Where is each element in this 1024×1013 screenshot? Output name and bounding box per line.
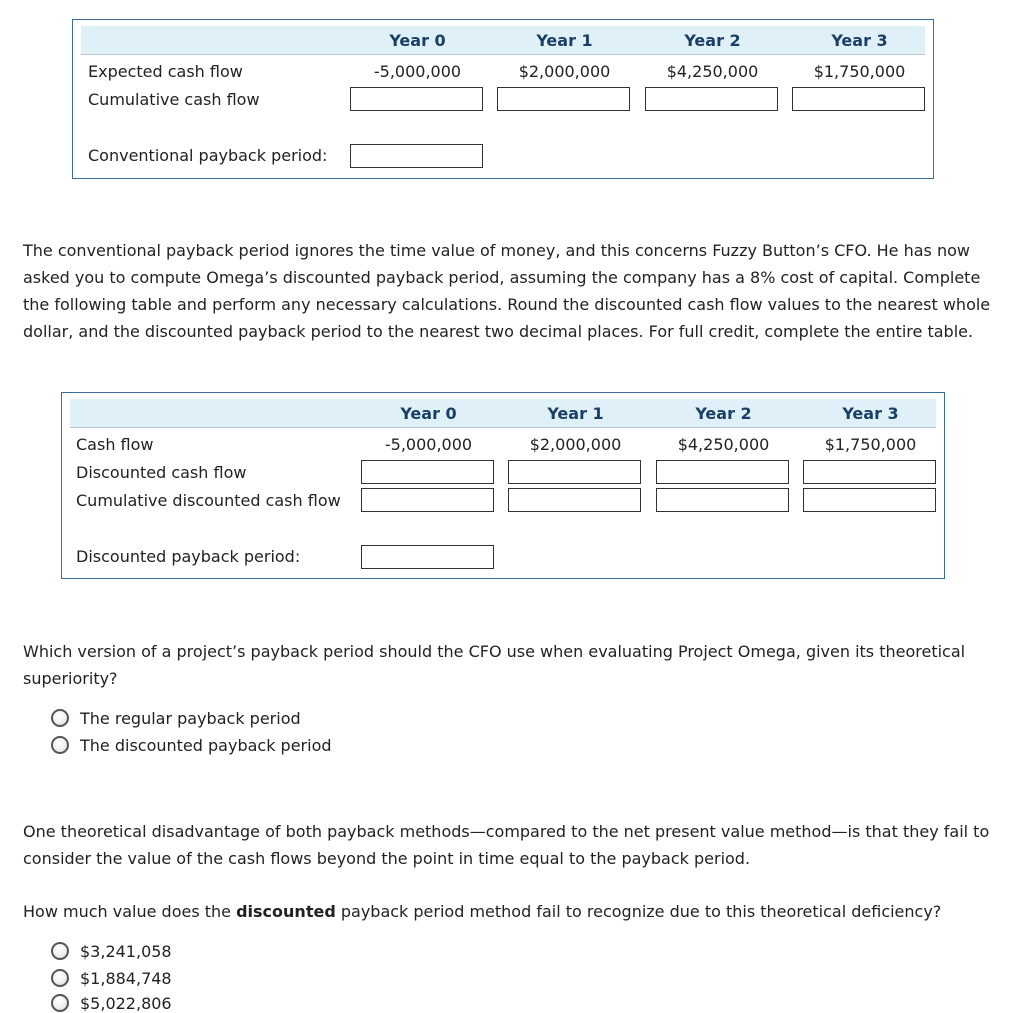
discounted-cf-input-year-2[interactable] (656, 460, 789, 484)
row-label-cumulative-discounted-cash-flow: Cumulative discounted cash flow (76, 491, 341, 510)
col-header-year-1: Year 1 (536, 31, 593, 50)
col-header-year-0: Year 0 (389, 31, 446, 50)
question-unrecognized-value (23, 898, 993, 925)
cumulative-discounted-cf-input-year-3[interactable] (803, 488, 936, 512)
cash-flow-year-2: $4,250,000 (677, 435, 770, 454)
expected-cf-year-1: $2,000,000 (518, 62, 611, 81)
cumulative-cf-input-year-3[interactable] (792, 87, 925, 111)
question-emphasis: discounted (236, 902, 336, 921)
conventional-payback-input[interactable] (350, 144, 483, 168)
option-label: The regular payback period (80, 708, 301, 728)
cash-flow-year-0: -5,000,000 (384, 435, 473, 454)
radio-button[interactable] (51, 942, 69, 960)
col-header-year-2: Year 2 (695, 404, 752, 423)
discounted-cf-input-year-1[interactable] (508, 460, 641, 484)
row-label-expected-cash-flow: Expected cash flow (88, 62, 243, 81)
cash-flow-year-3: $1,750,000 (824, 435, 917, 454)
discounted-cf-input-year-0[interactable] (361, 460, 494, 484)
cumulative-cf-input-year-1[interactable] (497, 87, 630, 111)
question-text-before: How much value does the (23, 902, 237, 921)
option-label: $1,884,748 (80, 968, 172, 988)
discounted-payback-label: Discounted payback period: (76, 547, 301, 566)
instructions-paragraph: The conventional payback period ignores the time value of money, and this concerns Fuzzy Button’s CFO. He has now asked you to compute Omega’s discounted payback period, assuming the company has a 8% cost of capital. Complete the following table and perform any necessary calculations. Round the discounted cash flow values to the nearest whole dollar, and the discounted payback period to the nearest two decimal places. For full credit, complete the entire table. (23, 241, 991, 341)
table-header (81, 26, 925, 55)
disadvantage-paragraph: One theoretical disadvantage of both payback methods—compared to the net present value method—is that they fail to consider the value of the cash flows beyond the point in time equal to the payback period. (23, 822, 990, 868)
payback-table (72, 19, 934, 179)
col-header-year-0: Year 0 (400, 404, 457, 423)
question-text-after: payback period method fail to recognize due to this theoretical deficiency? (335, 902, 942, 921)
discounted-payback-input[interactable] (361, 545, 494, 569)
cumulative-discounted-cf-input-year-1[interactable] (508, 488, 641, 512)
cumulative-cf-input-year-2[interactable] (645, 87, 778, 111)
expected-cf-year-0: -5,000,000 (373, 62, 462, 81)
conventional-payback-label: Conventional payback period: (88, 146, 328, 165)
option-regular-payback[interactable] (51, 708, 301, 728)
discounted-payback-table (61, 392, 945, 579)
option-label: The discounted payback period (80, 735, 332, 755)
radio-button[interactable] (51, 736, 69, 754)
question-payback-version: Which version of a project’s payback period should the CFO use when evaluating Project Omega, given its theoretical superiority? (23, 642, 966, 688)
radio-button[interactable] (51, 994, 69, 1012)
cash-flow-year-1: $2,000,000 (529, 435, 622, 454)
radio-button[interactable] (51, 969, 69, 987)
row-label-discounted-cash-flow: Discounted cash flow (76, 463, 247, 482)
table-header (70, 399, 936, 428)
col-header-year-3: Year 3 (842, 404, 899, 423)
option-label: $3,241,058 (80, 941, 172, 961)
cumulative-discounted-cf-input-year-2[interactable] (656, 488, 789, 512)
option-label: $5,022,806 (80, 993, 172, 1013)
discounted-cf-input-year-3[interactable] (803, 460, 936, 484)
expected-cf-year-2: $4,250,000 (666, 62, 759, 81)
radio-button[interactable] (51, 709, 69, 727)
option-value-3[interactable] (51, 993, 172, 1013)
col-header-year-3: Year 3 (831, 31, 888, 50)
col-header-year-2: Year 2 (684, 31, 741, 50)
cumulative-cf-input-year-0[interactable] (350, 87, 483, 111)
row-label-cumulative-cash-flow: Cumulative cash flow (88, 90, 260, 109)
row-label-cash-flow: Cash flow (76, 435, 154, 454)
col-header-year-1: Year 1 (547, 404, 604, 423)
option-discounted-payback[interactable] (51, 735, 332, 755)
option-value-2[interactable] (51, 968, 172, 988)
cumulative-discounted-cf-input-year-0[interactable] (361, 488, 494, 512)
option-value-1[interactable] (51, 941, 172, 961)
expected-cf-year-3: $1,750,000 (813, 62, 906, 81)
